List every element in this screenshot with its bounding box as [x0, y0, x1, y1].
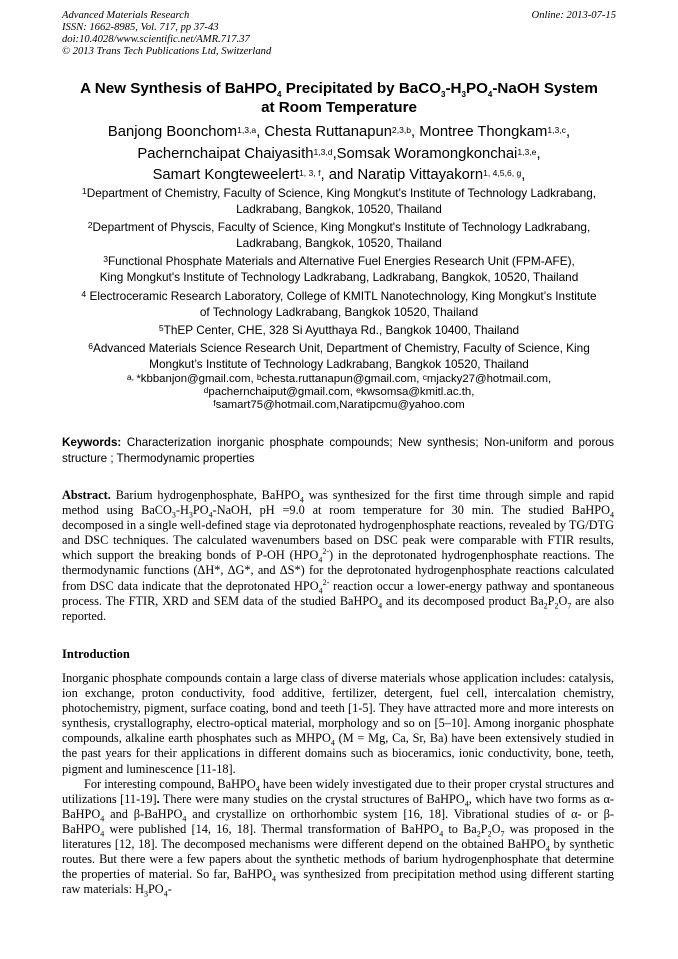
copyright: © 2013 Trans Tech Publications Ltd, Switzerland: [62, 46, 272, 57]
section-heading-introduction: Introduction: [62, 647, 130, 661]
affiliations: [56, 185, 622, 372]
affiliation-item: $^4$ Electroceramic Research Laboratory, College of KMITL Nanotechnology, King Mongkut’s Institute of Technology Ladkrabang, Bangkok 10520, Thailand: [81, 288, 597, 319]
paragraph: Inorganic phosphate compounds contain a large class of diverse materials whose application includes: catalysis, ion exchange, proton conductivity, food additive, fertilizer, detergent, fuel cell, intercalation chemistry, photochemistry, pigment, surface coating, bond and teeth [1-5]. They have attracted more and more interests on synthesis, crystallography, electro-optical material, morphology and so on [5–10]. Among inorganic phosphate compounds, alkaline earth phosphates such as $MHPO_4$ (M = Mg, Ca, Sr, Ba) have been extensively studied in the past years for their applications in different domains such as bioceramics, ionic conductivity, bone, teeth, pigment and luminescence [11-18].: [62, 671, 614, 776]
journal-header: [62, 10, 271, 58]
journal-name: Advanced Materials Research: [62, 10, 190, 21]
affiliation-item: $^6$Advanced Materials Science Research Unit, Department of Chemistry, Faculty of Science, King Mongkut’s Institute of Technology Ladkrabang, Bangkok 10520, Thailand: [88, 340, 590, 371]
keywords: [62, 435, 614, 467]
paper-title: A New Synthesis of BaHPO$_4$ Precipitated by $BaCO_3-H_3PO_4$-NaOH System at Room Temperature: [80, 80, 598, 116]
keywords-label: Keywords:: [62, 436, 122, 449]
paragraph: For interesting compound, BaHPO$_4$ have been widely investigated due to their proper crystal structures and utilizations [11-19]. There were many studies on the crystal structures of BaHPO$_4$, which have two forms as α-BaHPO$_4$ and β-BaHPO$_4$ and crystallize on orthorhombic system [16, 18]. Vibrational studies of α- or β-BaHPO$_4$ were published [14, 16, 18]. Thermal transformation of BaHPO$_4$ to $Ba_2P_2O_7$ was proposed in the literatures [12, 18]. The decomposed mechanisms were different depend on the obtained BaHPO$_4$ by synthetic routes. But there were a few papers about the synthetic methods of barium hydrogenphosphate that determine the properties of material. So far, BaHPO$_4$ was synthesized from precipitation method using different starting raw materials: $H_3PO_4-$: [62, 776, 614, 899]
affiliation-item: $^5$ThEP Center, CHE, 328 Si Ayutthaya Rd., Bangkok 10400, Thailand: [158, 322, 520, 337]
email-link[interactable]: samart75@hotmail.com,Naratipcmu@yahoo.com: [215, 399, 465, 411]
email-link[interactable]: *kbbanjon@gmail.com,: [136, 373, 257, 385]
issn: ISSN: 1662-8985, Vol. 717, pp 37-43: [62, 22, 219, 33]
affiliation-item: $^3$Functional Phosphate Materials and Alternative Fuel Energies Research Unit (FPM-AFE), King Mongkut's Institute of Technology Ladkrabang, Ladkrabang, Bangkok, 10520, Thailand: [99, 254, 579, 285]
online-date: Online: 2013-07-15: [531, 10, 616, 21]
email-link[interactable]: kwsomsa@kmitl.ac.th,: [360, 386, 475, 398]
email-link[interactable]: mjacky27@hotmail.com,: [426, 373, 552, 385]
affiliation-item: $^2$Department of Physcis, Faculty of Science, King Mongkut's Institute of Technology Ladkrabang, Ladkrabang, Bangkok, 10520, Thailand: [87, 220, 591, 251]
abstract: Abstract. Barium hydrogenphosphate, BaHPO$_4$ was synthesized for the first time through simple and rapid method using $BaCO_3-H_3PO_4$-NaOH, pH =9.0 at room temperature for 30 min. The studied BaHPO$_4$ decomposed in a single well-defined stage via deprotonated hydrogenphosphate reactions, revealed by TG/DTG and DSC techniques. The calculated wavenumbers based on DSC peak were comparable with FTIR results, which support the breaking bonds of P-OH $(HPO_4^{2-})$ in the deprotonated hydrogenphosphate reactions. The thermodynamic functions (ΔH*, ΔG*, and ΔS*) for the deprotonated hydrogenphosphate reactions calculated from DSC data indicate that the deprotonated $HPO_4^{2-}$ reaction occur a lower-energy pathway and spontaneous process. The FTIR, XRD and SEM data of the studied BaHPO$_4$ and its decomposed product $Ba_2P_2O_7$ are also reported.: [62, 488, 615, 623]
author-list: Banjong Boonchom$^{1,3,a}$, Chesta Ruttanapun$^{2,3,b}$, Montree Thongkam$^{1,3,c}$, Pachernchaipat Chaiyasith$^{1,3,d}$,Somsak Woramongkonchai$^{1,3,e}$, Samart Kongteweelert$^{1, 3, f}$, and Naratip Vittayakorn$^{1, 4,5,6, g}$,: [107, 124, 571, 183]
email-link[interactable]: pachernchaiput@gmail.com,: [208, 386, 357, 398]
author-emails: $^{a,}$ *kbbanjon@gmail.com, $^b$chesta.ruttanapun@gmail.com, $^c$mjacky27@hotmail.com, $^d$pachernchaiput@gmail.com, $^e$kwsomsa@kmitl.ac.th, $^f$samart75@hotmail.com,Naratipcmu@yahoo.com: [126, 372, 552, 411]
doi: doi:10.4028/www.scientific.net/AMR.717.37: [62, 34, 250, 45]
introduction-body: [62, 671, 614, 897]
email-link[interactable]: chesta.ruttanapun@gmail.com,: [261, 373, 423, 385]
abstract-label: Abstract.: [62, 488, 111, 502]
keywords-text: Characterization inorganic phosphate compounds; New synthesis; Non-uniform and porous structure ; Thermodynamic properties: [62, 436, 614, 465]
affiliation-item: $^1$Department of Chemistry, Faculty of Science, King Mongkut's Institute of Technology Ladkrabang, Ladkrabang, Bangkok, 10520, Thailand: [81, 186, 597, 217]
